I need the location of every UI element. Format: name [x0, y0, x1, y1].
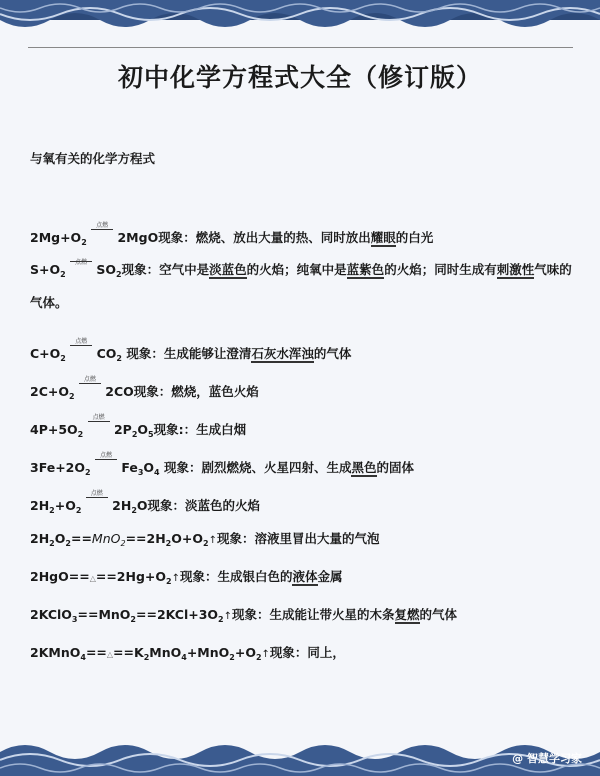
- equation-row: $2KClO_3==MnO_2==2KCl+3O_2↑$现象：生成能让带火星的木条复燃的气体: [30, 607, 458, 624]
- gas-arrow-icon: ↑: [223, 611, 232, 622]
- equation-row: $C+O_2$ 点燃 $CO_2$ 现象：生成能够让澄清石灰水浑浊的气体: [30, 338, 352, 363]
- equation-row: $4P+5O_2$ 点燃 $2P_2O_5$现象:：生成白烟: [30, 414, 247, 439]
- equation-row: $2Mg+O_2$ 点燃 2MgO现象：燃烧、放出大量的热、同时放出耀眼的白光: [30, 222, 434, 247]
- page-title: 初中化学方程式大全（修订版）: [117, 63, 482, 92]
- watermark: @ 智慧学习家: [512, 752, 582, 765]
- equation-row: $S+O_2$ 点燃 $SO_2$现象：空气中是淡蓝色的火焰；纯氧中是蓝紫色的火焰；同时生成有刺激性气味的气体。: [30, 256, 575, 317]
- header-rule: [28, 47, 573, 48]
- ignition-condition: 点燃: [79, 378, 101, 392]
- gas-arrow-icon: ↑: [261, 649, 270, 660]
- equation-row: $2H_2+O_2$ 点燃 $2H_2O$现象：淡蓝色的火焰: [30, 490, 261, 515]
- ignition-condition: 点燃: [88, 416, 110, 430]
- ignition-condition: 点燃: [95, 454, 117, 468]
- ignition-condition: 点燃: [91, 224, 113, 238]
- section-heading: 与氧有关的化学方程式: [30, 151, 156, 166]
- bottom-wave-border: [0, 738, 600, 776]
- equation-row: $2H_2O_2==MnO_2==2H_2O+O_2↑$现象：溶液里冒出大量的气泡: [30, 531, 380, 548]
- equation-row: $2KMnO_4==\triangle==K_2MnO_4+MnO_2+O_2↑$现象：同上，: [30, 645, 345, 662]
- gas-arrow-icon: ↑: [208, 535, 217, 546]
- equation-row: $2HgO==\triangle==2Hg+O_2↑$现象：生成银白色的液体金属: [30, 569, 343, 586]
- ignition-condition: 点燃: [86, 492, 108, 506]
- heat-triangle-icon: △: [89, 574, 96, 583]
- equation-row: $3Fe+2O_2$ 点燃 $Fe_3O_4$ 现象：剧烈燃烧、火星四射、生成黑色的固体: [30, 452, 415, 477]
- heat-triangle-icon: △: [106, 650, 114, 659]
- ignition-condition: 点燃: [70, 256, 92, 270]
- gas-arrow-icon: ↑: [171, 573, 180, 584]
- equation-row: $2C+O_2$ 点燃 2CO现象：燃烧，蓝色火焰: [30, 376, 259, 401]
- top-wave-border: [0, 0, 600, 34]
- ignition-condition: 点燃: [70, 340, 92, 354]
